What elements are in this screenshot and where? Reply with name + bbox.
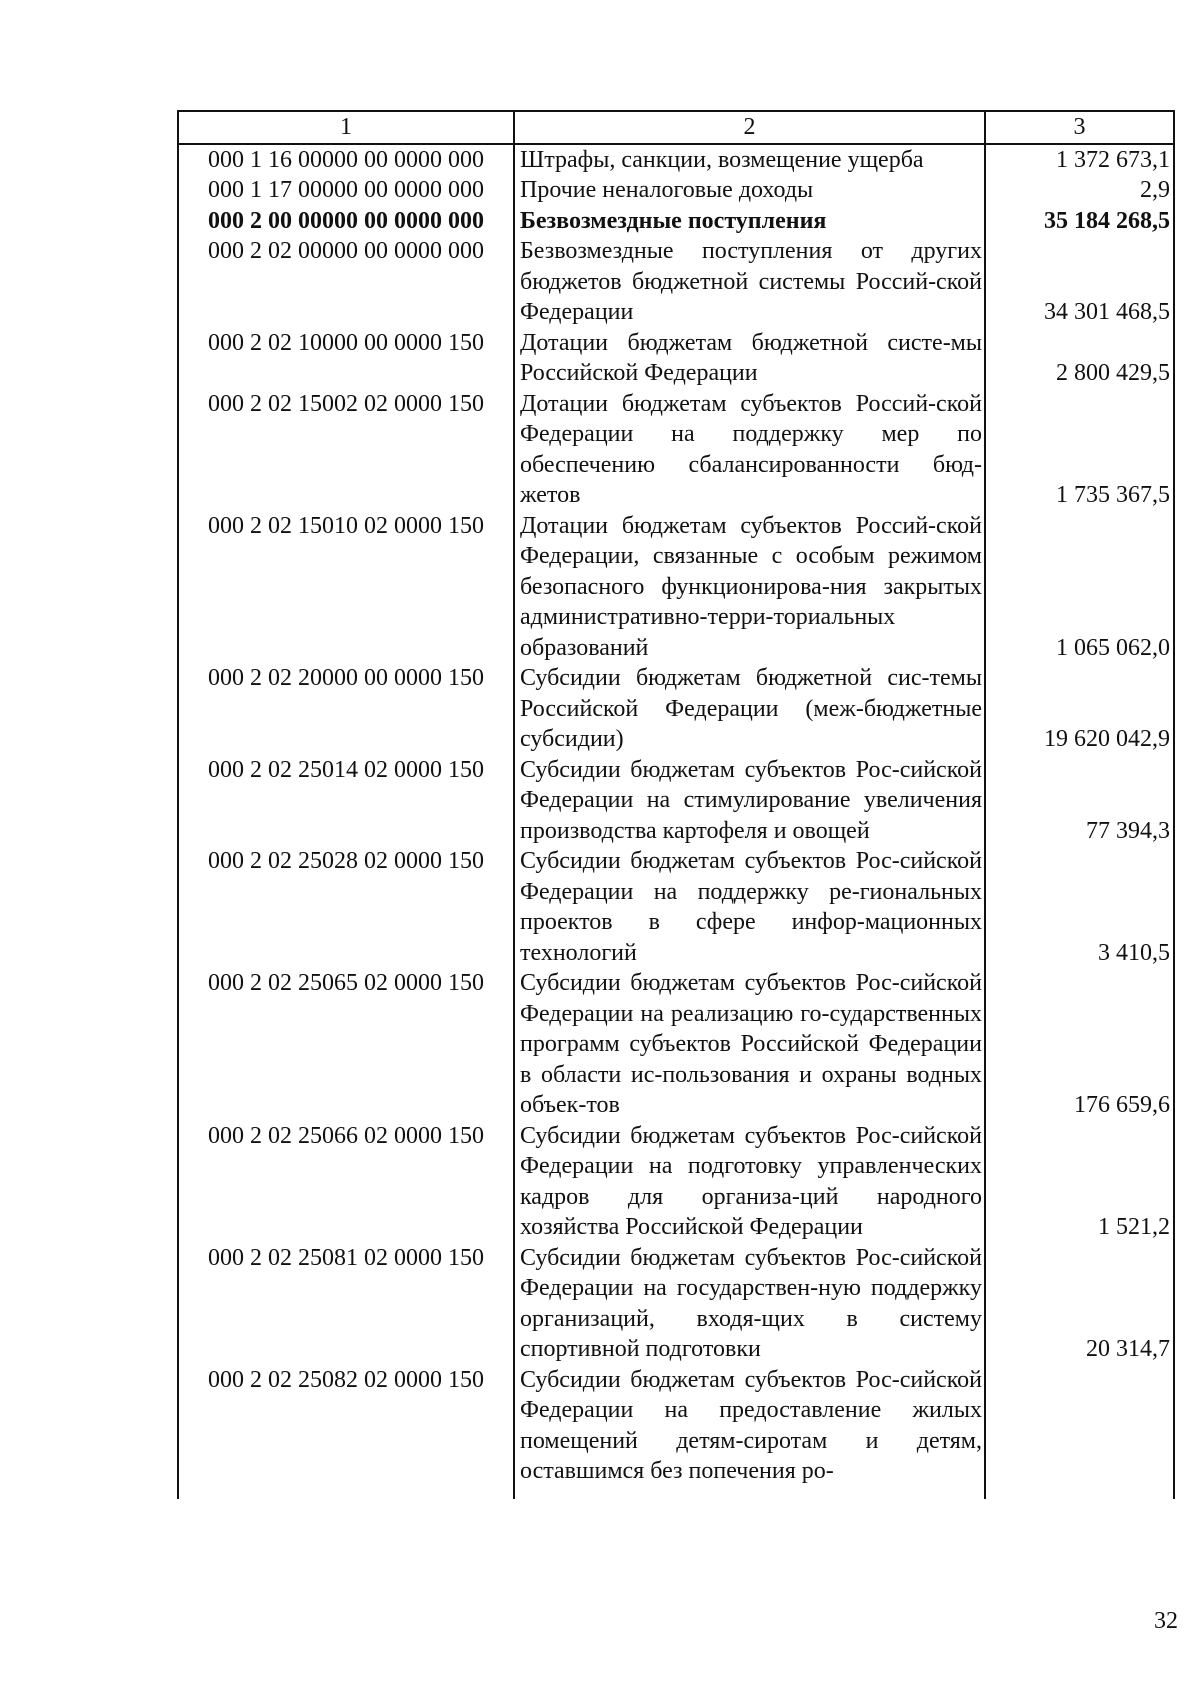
budget-code-cell: 000 2 02 25066 02 0000 150 [178,1121,514,1243]
amount-cell: 20 314,7 [985,1243,1174,1365]
budget-code-cell: 000 2 02 25082 02 0000 150 [178,1365,514,1499]
table-row [178,846,1174,968]
table-row [178,968,1174,1121]
revenue-name-cell: Безвозмездные поступления [514,206,985,237]
revenue-name-cell: Субсидии бюджетам субъектов Рос-сийской Федерации на государствен-ную поддержку организаций, входя-щих в систему спортивной подготовки [514,1243,985,1365]
amount-cell: 176 659,6 [985,968,1174,1121]
budget-code-cell: 000 2 02 25081 02 0000 150 [178,1243,514,1365]
table-row [178,144,1174,176]
budget-revenue-table [177,110,1175,1499]
revenue-name-cell: Дотации бюджетам субъектов Россий-ской Федерации, связанные с особым режимом безопасного функционирова-ния закрытых административно-терри-ториальных образований [514,511,985,664]
revenue-name-cell: Субсидии бюджетам субъектов Рос-сийской Федерации на подготовку управленческих кадров для организа-ций народного хозяйства Российской Федерации [514,1121,985,1243]
amount-cell: 77 394,3 [985,755,1174,847]
table-row [178,175,1174,206]
amount-cell: 2,9 [985,175,1174,206]
revenue-name-cell: Безвозмездные поступления от других бюджетов бюджетной системы Россий-ской Федерации [514,236,985,328]
revenue-name-cell: Штрафы, санкции, возмещение ущерба [514,144,985,176]
amount-cell: 19 620 042,9 [985,663,1174,755]
budget-code-cell: 000 2 00 00000 00 0000 000 [178,206,514,237]
budget-code-cell: 000 2 02 25065 02 0000 150 [178,968,514,1121]
amount-cell: 1 065 062,0 [985,511,1174,664]
revenue-name-cell: Субсидии бюджетам субъектов Рос-сийской Федерации на стимулирование увеличения производства картофеля и овощей [514,755,985,847]
page-number: 32 [1154,1608,1178,1634]
amount-cell: 1 735 367,5 [985,389,1174,511]
table-row [178,511,1174,664]
revenue-name-cell: Субсидии бюджетам субъектов Рос-сийской Федерации на поддержку ре-гиональных проектов в сфере инфор-мационных технологий [514,846,985,968]
budget-code-cell: 000 2 02 25014 02 0000 150 [178,755,514,847]
budget-code-cell: 000 2 02 15002 02 0000 150 [178,389,514,511]
table-row [178,1365,1174,1499]
revenue-name-cell: Прочие неналоговые доходы [514,175,985,206]
revenue-name-cell: Дотации бюджетам субъектов Россий-ской Федерации на поддержку мер по обеспечению сбалансированности бюд-жетов [514,389,985,511]
revenue-name-cell: Субсидии бюджетам субъектов Рос-сийской Федерации на предоставление жилых помещений детям-сиротам и детям, оставшимся без попечения ро- [514,1365,985,1499]
budget-code-cell: 000 2 02 20000 00 0000 150 [178,663,514,755]
amount-cell: 3 410,5 [985,846,1174,968]
budget-code-cell: 000 2 02 00000 00 0000 000 [178,236,514,328]
budget-code-cell: 000 1 16 00000 00 0000 000 [178,144,514,176]
revenue-name-cell: Субсидии бюджетам субъектов Рос-сийской Федерации на реализацию го-сударственных программ субъектов Российской Федерации в области ис-пользования и охраны водных объек-тов [514,968,985,1121]
table-row [178,236,1174,328]
table-row [178,1121,1174,1243]
table-row [178,1243,1174,1365]
column-header-amount: 3 [985,111,1174,144]
amount-cell: 1 372 673,1 [985,144,1174,176]
table-header-row [178,111,1174,144]
amount-cell: 1 521,2 [985,1121,1174,1243]
budget-code-cell: 000 2 02 10000 00 0000 150 [178,328,514,389]
budget-table-container [177,110,1173,1499]
budget-code-cell: 000 2 02 25028 02 0000 150 [178,846,514,968]
budget-code-cell: 000 1 17 00000 00 0000 000 [178,175,514,206]
table-row [178,389,1174,511]
revenue-name-cell: Дотации бюджетам бюджетной систе-мы Российской Федерации [514,328,985,389]
table-row [178,328,1174,389]
table-row [178,206,1174,237]
revenue-name-cell: Субсидии бюджетам бюджетной сис-темы Российской Федерации (меж-бюджетные субсидии) [514,663,985,755]
amount-cell: 34 301 468,5 [985,236,1174,328]
amount-cell [985,1365,1174,1499]
budget-code-cell: 000 2 02 15010 02 0000 150 [178,511,514,664]
amount-cell: 2 800 429,5 [985,328,1174,389]
table-row [178,663,1174,755]
column-header-name: 2 [514,111,985,144]
table-row [178,755,1174,847]
amount-cell: 35 184 268,5 [985,206,1174,237]
column-header-code: 1 [178,111,514,144]
